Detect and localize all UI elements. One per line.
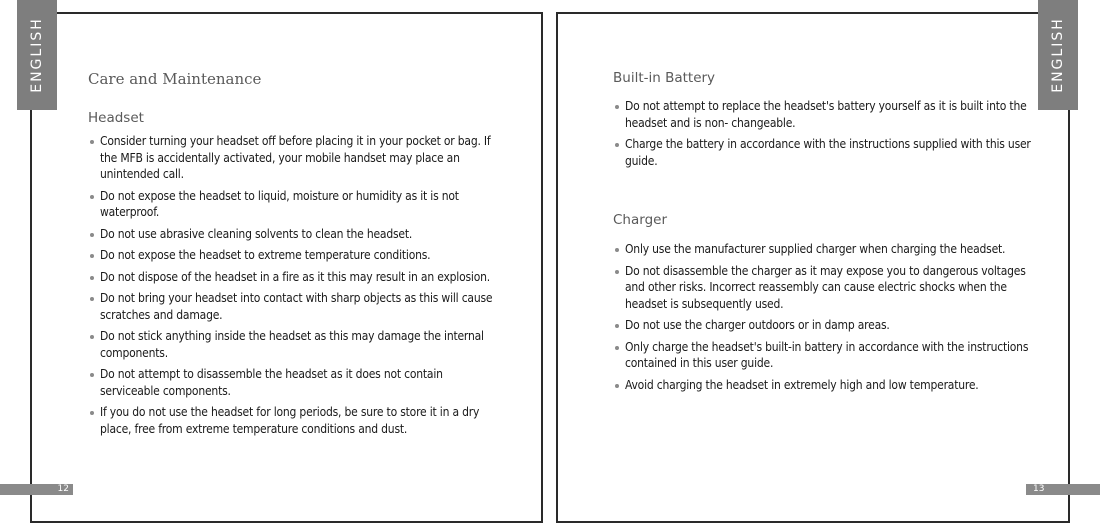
- list-item: Only use the manufacturer supplied charger when charging the headset.: [614, 241, 1039, 258]
- list-item: Do not attempt to disassemble the headset as it does not contain serviceable components.: [89, 366, 504, 399]
- list-item: Do not dispose of the headset in a fire as it this may result in an explosion.: [89, 269, 504, 286]
- language-tab-left: [17, 0, 57, 110]
- language-tab-label: ENGLISH: [1050, 17, 1066, 93]
- list-item: Consider turning your headset off before placing it in your pocket or bag. If the MFB is accidentally activated, your mobile handset may place an unintended call.: [89, 133, 504, 183]
- list-item: Do not use abrasive cleaning solvents to clean the headset.: [89, 226, 504, 243]
- battery-heading: Built-in Battery: [613, 70, 716, 86]
- page-title: Care and Maintenance: [88, 70, 262, 88]
- list-item: Do not expose the headset to extreme temperature conditions.: [89, 247, 504, 264]
- battery-list: [614, 98, 1039, 174]
- list-item: Do not use the charger outdoors or in damp areas.: [614, 317, 1039, 334]
- list-item: Do not stick anything inside the headset as this may damage the internal components.: [89, 328, 504, 361]
- language-tab-right: [1038, 0, 1078, 110]
- page-number-left: 12: [0, 484, 73, 495]
- list-item: Charge the battery in accordance with the instructions supplied with this user guide.: [614, 136, 1039, 169]
- charger-heading: Charger: [613, 212, 667, 228]
- list-item: Do not attempt to replace the headset's battery yourself as it is built into the headset and is non- changeable.: [614, 98, 1039, 131]
- charger-list: [614, 241, 1039, 398]
- list-item: Do not disassemble the charger as it may expose you to dangerous voltages and other risks. Incorrect reassembly can cause electric shocks when the headset is subsequently used.: [614, 263, 1039, 313]
- page-number-right: 13: [1026, 484, 1100, 495]
- list-item: Do not expose the headset to liquid, moisture or humidity as it is not waterproof.: [89, 188, 504, 221]
- list-item: If you do not use the headset for long periods, be sure to store it in a dry place, free from extreme temperature conditions and dust.: [89, 404, 504, 437]
- headset-heading: Headset: [88, 110, 144, 126]
- language-tab-label: ENGLISH: [29, 17, 45, 93]
- list-item: Avoid charging the headset in extremely high and low temperature.: [614, 377, 1039, 394]
- headset-list: [89, 133, 504, 442]
- list-item: Only charge the headset's built-in battery in accordance with the instructions contained in this user guide.: [614, 339, 1039, 372]
- list-item: Do not bring your headset into contact with sharp objects as this will cause scratches and damage.: [89, 290, 504, 323]
